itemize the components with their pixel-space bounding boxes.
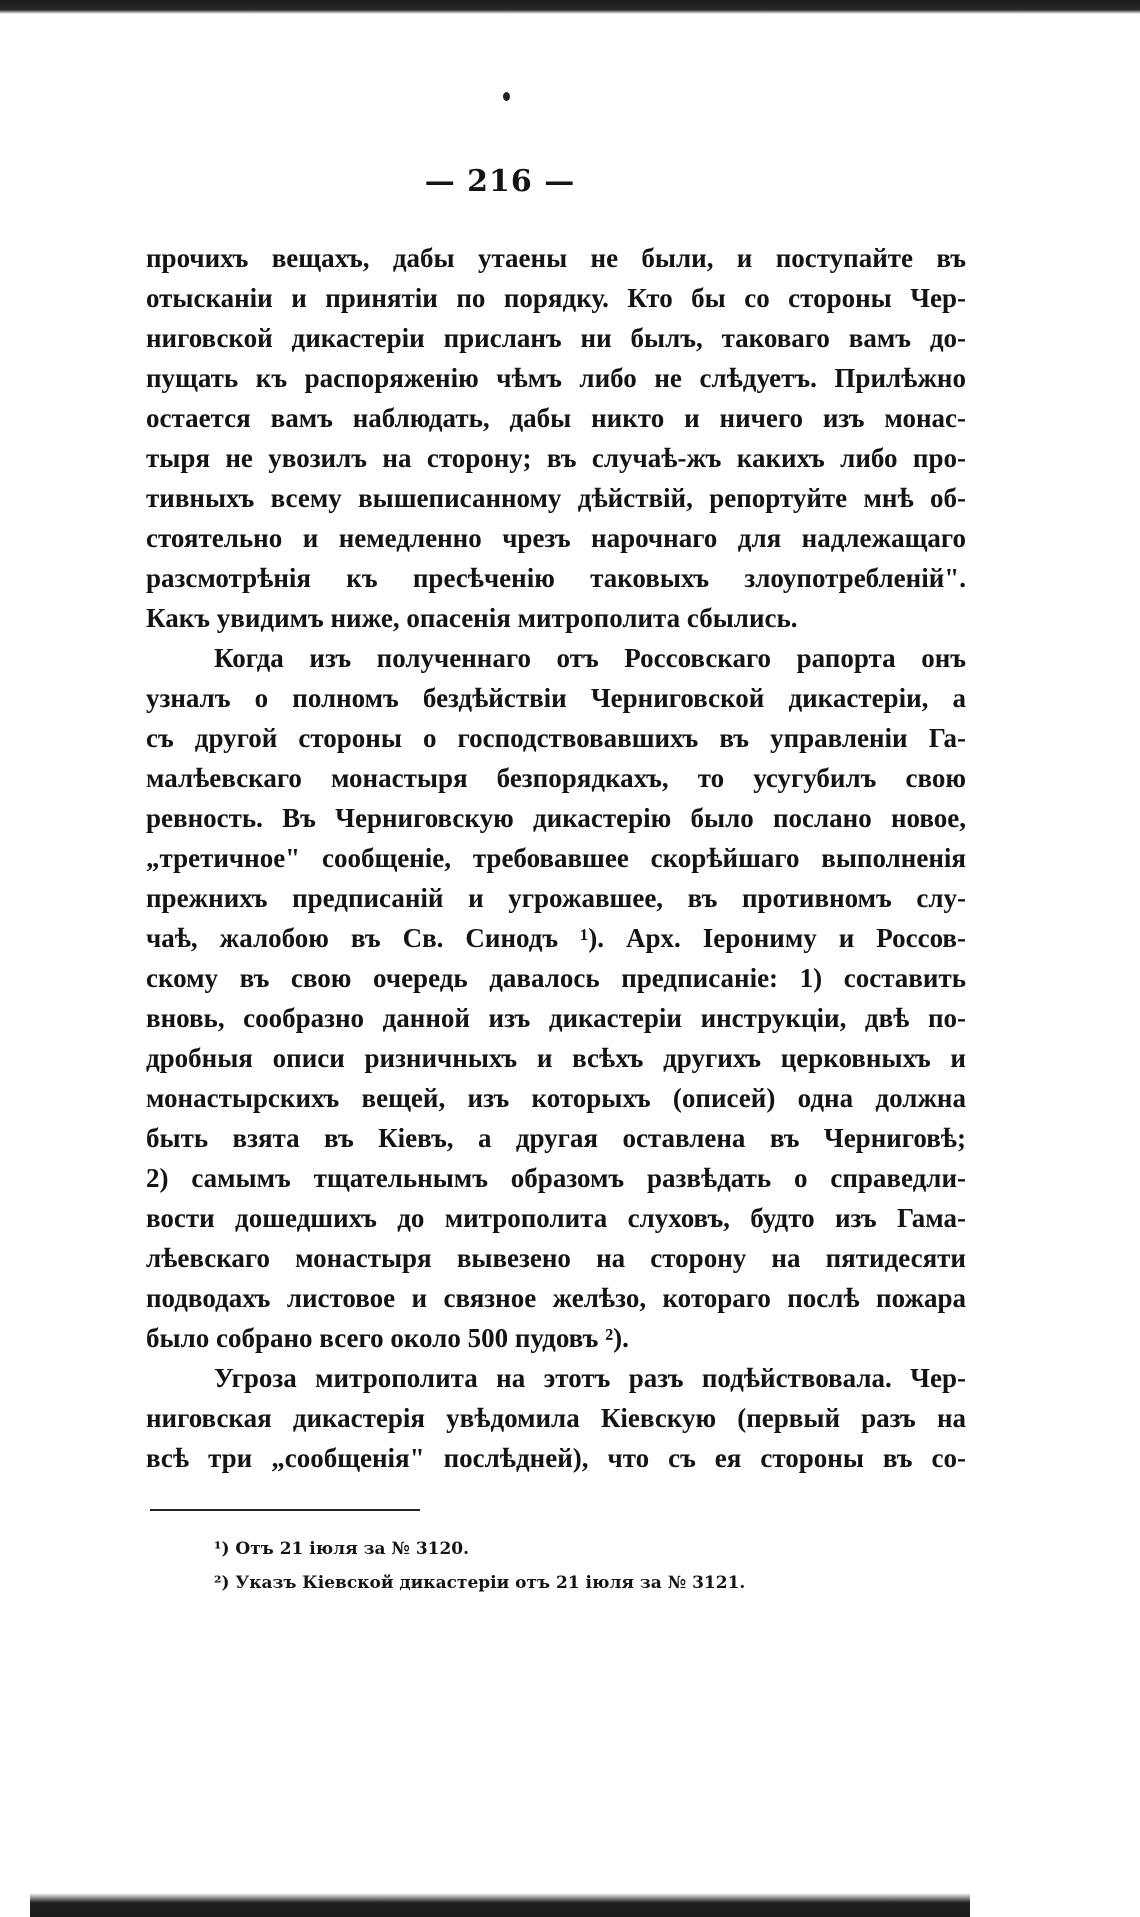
text-line: быть взята въ Кіевъ, а другая оставлена въ Черниговѣ; bbox=[146, 1123, 966, 1153]
page-number: — 216 — bbox=[424, 164, 576, 199]
text-line: съ другой стороны о господствовавшихъ въ управленіи Га- bbox=[146, 723, 966, 753]
text-line: ревность. Въ Черниговскую дикастерію было послано новое, bbox=[146, 803, 966, 833]
text-line: дробныя описи ризничныхъ и всѣхъ другихъ церковныхъ и bbox=[146, 1043, 966, 1073]
text-line: тыря не увозилъ на сторону; въ случаѣ-жъ какихъ либо про- bbox=[146, 443, 966, 473]
text-line: узналъ о полномъ бездѣйствіи Черниговской дикастеріи, а bbox=[146, 683, 966, 713]
text-line: малѣевскаго монастыря безпорядкахъ, то усугубилъ свою bbox=[146, 763, 966, 793]
text-line: стоятельно и немедленно чрезъ нарочнаго для надлежащаго bbox=[146, 523, 966, 553]
text-line: отысканіи и принятіи по порядку. Кто бы со стороны Чер- bbox=[146, 283, 966, 313]
text-line: Угроза митрополита на этотъ разъ подѣйствовала. Чер- bbox=[214, 1363, 966, 1393]
body-text bbox=[146, 238, 966, 1478]
text-line: Какъ увидимъ ниже, опасенія митрополита сбылись. bbox=[146, 603, 798, 633]
text-line: остается вамъ наблюдать, дабы никто и ничего изъ монас- bbox=[146, 403, 966, 433]
footnotes bbox=[214, 1532, 974, 1600]
text-line: лѣевскаго монастыря вывезено на сторону на пятидесяти bbox=[146, 1243, 966, 1273]
text-line: монастырскихъ вещей, изъ которыхъ (описей) одна должна bbox=[146, 1083, 966, 1113]
footnote: ¹) Отъ 21 іюля за № 3120. bbox=[214, 1539, 470, 1559]
text-line: тивныхъ всему вышеписанному дѣйствій, репортуйте мнѣ об- bbox=[146, 483, 966, 513]
text-line: „третичное" сообщеніе, требовавшее скорѣйшаго выполненія bbox=[146, 843, 966, 873]
text-line: ниговской дикастеріи присланъ ни былъ, таковаго вамъ до- bbox=[146, 323, 966, 353]
text-line: скому въ свою очередь давалось предписаніе: 1) составить bbox=[146, 963, 966, 993]
text-line: пущать къ распоряженію чѣмъ либо не слѣдуетъ. Прилѣжно bbox=[146, 363, 966, 393]
ink-speck bbox=[503, 92, 510, 101]
text-line: ниговская дикастерія увѣдомила Кіевскую (первый разъ на bbox=[146, 1403, 966, 1433]
footnote-divider bbox=[150, 1509, 420, 1511]
text-line: подводахъ листовое и связное желѣзо, котораго послѣ пожара bbox=[146, 1283, 966, 1313]
text-line: вновь, сообразно данной изъ дикастеріи инструкціи, двѣ по- bbox=[146, 1003, 966, 1033]
text-line: Когда изъ полученнаго отъ Россовскаго рапорта онъ bbox=[214, 643, 966, 673]
text-line: прежнихъ предписаній и угрожавшее, въ противномъ слу- bbox=[146, 883, 966, 913]
scan-edge-top bbox=[0, 0, 1140, 14]
text-line: разсмотрѣнія къ пресѣченію таковыхъ злоупотребленій". bbox=[146, 563, 966, 593]
text-line: прочихъ вещахъ, дабы утаены не были, и поступайте въ bbox=[146, 243, 966, 273]
text-line: чаѣ, жалобою въ Св. Синодъ ¹). Арх. Іерониму и Россов- bbox=[146, 923, 966, 953]
text-line: было собрано всего около 500 пудовъ ²). bbox=[146, 1323, 629, 1353]
footnote: ²) Указъ Кіевской дикастеріи отъ 21 іюля за № 3121. bbox=[214, 1573, 746, 1593]
text-line: вости дошедшихъ до митрополита слуховъ, будто изъ Гама- bbox=[146, 1203, 966, 1233]
scan-edge-bottom bbox=[30, 1893, 970, 1917]
text-line: всѣ три „сообщенія" послѣдней), что съ ея стороны въ со- bbox=[146, 1443, 966, 1473]
text-line: 2) самымъ тщательнымъ образомъ развѣдать о справедли- bbox=[146, 1163, 966, 1193]
